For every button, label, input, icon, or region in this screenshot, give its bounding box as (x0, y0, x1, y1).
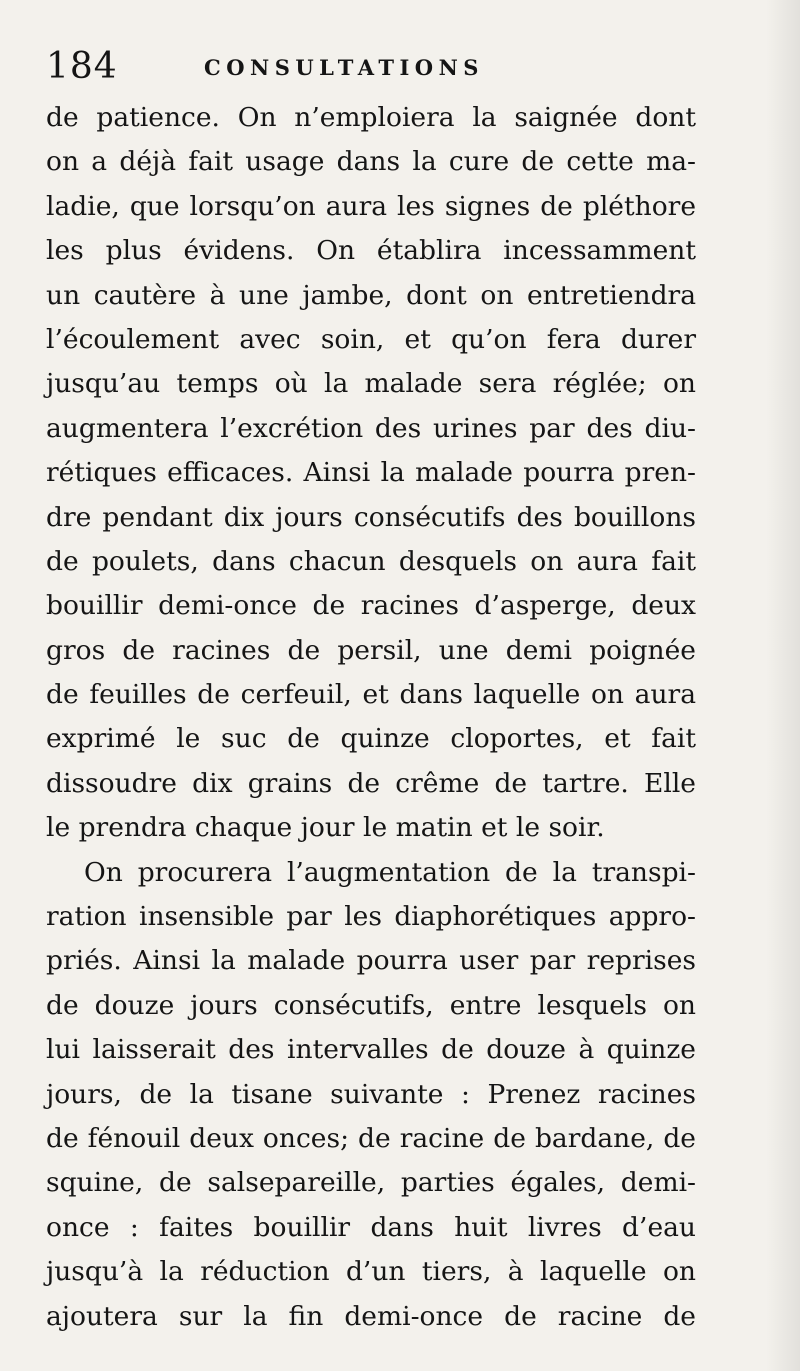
text-line: de poulets, dans chacun desquels on aura fait (46, 545, 696, 577)
page-number: 184 (46, 46, 118, 87)
text-line: l’écoulement avec soin, et qu’on fera durer (46, 323, 696, 355)
text-line: ajoutera sur la fin demi-once de racine de (46, 1300, 696, 1332)
text-line: once : faites bouillir dans huit livres d’eau (46, 1211, 696, 1243)
text-line: priés. Ainsi la malade pourra user par reprises (46, 945, 696, 977)
text-line: de feuilles de cerfeuil, et dans laquelle on aura (46, 679, 696, 711)
text-line: dre pendant dix jours consécutifs des bouillons (46, 501, 696, 533)
text-line: ladie, que lorsqu’on aura les signes de pléthore (46, 190, 696, 222)
text-line: dissoudre dix grains de crême de tartre. Elle (46, 767, 696, 799)
text-line: de douze jours consécutifs, entre lesquels on (46, 989, 696, 1021)
text-line: lui laisserait des intervalles de douze à quinze (46, 1034, 696, 1066)
running-head: CONSULTATIONS (204, 55, 484, 80)
text-line: rétiques efficaces. Ainsi la malade pourra pren- (46, 457, 696, 489)
page-header (46, 42, 726, 92)
text-line: bouillir demi-once de racines d’asperge, deux (46, 590, 696, 622)
text-line: jusqu’au temps où la malade sera réglée; on (46, 368, 696, 400)
text-line: ration insensible par les diaphorétiques appro- (46, 901, 696, 933)
text-line: exprimé le suc de quinze cloportes, et fait (46, 723, 696, 755)
text-line: gros de racines de persil, une demi poignée (46, 634, 696, 666)
text-line: jusqu’à la réduction d’un tiers, à laquelle on (46, 1256, 696, 1288)
text-line: de fénouil deux onces; de racine de bardane, de (46, 1122, 696, 1154)
text-line: augmentera l’excrétion des urines par des diu- (46, 412, 696, 444)
text-line: le prendra chaque jour le matin et le soir. (46, 812, 605, 844)
text-line: jours, de la tisane suivante : Prenez racines (46, 1078, 696, 1110)
text-line: on a déjà fait usage dans la cure de cette ma- (46, 146, 696, 178)
text-line: squine, de salsepareille, parties égales, demi- (46, 1167, 696, 1199)
text-line-paragraph-start: On procurera l’augmentation de la transpi- (84, 856, 696, 888)
text-line: de patience. On n’emploiera la saignée dont (46, 102, 696, 133)
text-line: les plus évidens. On établira incessamment (46, 235, 696, 267)
body-text (46, 96, 696, 1339)
text-line: un cautère à une jambe, dont on entretiendra (46, 279, 696, 311)
